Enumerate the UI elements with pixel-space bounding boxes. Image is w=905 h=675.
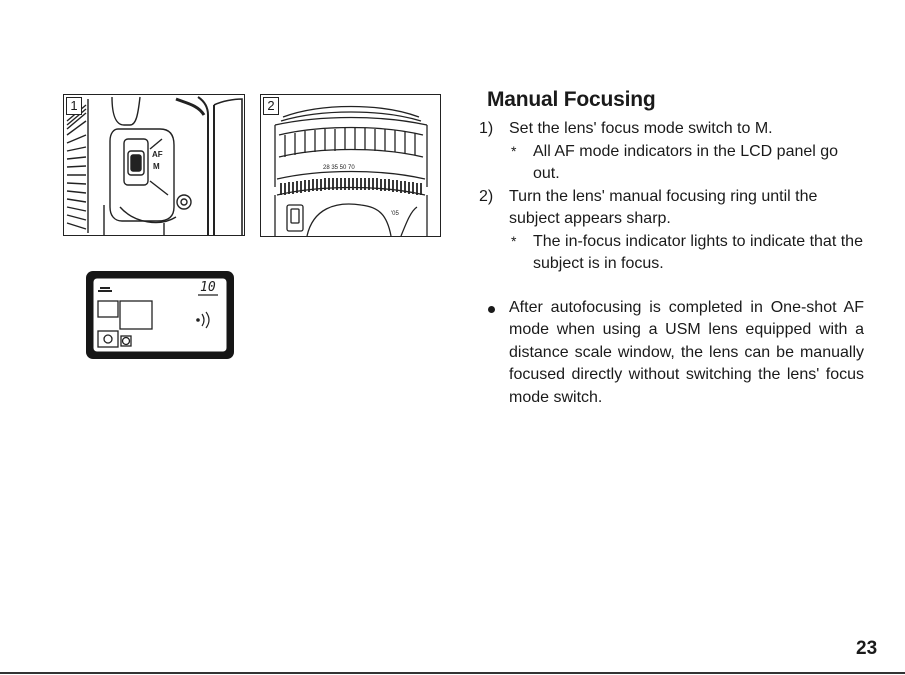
bullet-dot-icon bbox=[488, 306, 495, 313]
figure-2-lens bbox=[260, 94, 441, 237]
text-column bbox=[479, 88, 864, 409]
note-2-asterisk: * bbox=[511, 232, 517, 249]
lcd-counter: 10 bbox=[200, 280, 216, 295]
switch-af-label-icon: AF bbox=[152, 150, 163, 159]
focal-length-scale-icon: 28 35 50 70 bbox=[323, 165, 355, 171]
grip-stripes-icon bbox=[67, 99, 88, 233]
lens-switch-illustration bbox=[64, 95, 244, 235]
step-2 bbox=[479, 186, 864, 231]
focus-ring-ribs-icon bbox=[279, 128, 423, 158]
lens-mark-icon: '05 bbox=[391, 211, 399, 217]
step-1-text: Set the lens' focus mode switch to M. bbox=[509, 120, 773, 137]
note-1-text: All AF mode indicators in the LCD panel go out. bbox=[533, 142, 839, 182]
bottom-rule bbox=[0, 672, 905, 674]
grip-ribs-icon bbox=[281, 178, 421, 195]
step-2-number: 2) bbox=[479, 187, 494, 205]
figure-1-label: 1 bbox=[66, 97, 82, 115]
bullet-note bbox=[479, 297, 864, 410]
step-2-text: Turn the lens' manual focusing ring until the subject appears sharp. bbox=[509, 187, 818, 227]
note-2 bbox=[479, 231, 864, 276]
step-1-number: 1) bbox=[479, 120, 494, 137]
page-number: 23 bbox=[856, 638, 878, 659]
note-1-asterisk: * bbox=[511, 142, 517, 159]
section-title: Manual Focusing bbox=[487, 88, 656, 111]
lcd-panel-display bbox=[86, 271, 234, 359]
lens-illustration bbox=[261, 95, 440, 236]
note-1 bbox=[479, 141, 864, 186]
figure-1-lens-switch bbox=[63, 94, 245, 236]
step-1 bbox=[479, 118, 864, 141]
note-2-text: The in-focus indicator lights to indicate that the subject is in focus. bbox=[533, 232, 863, 272]
switch-m-label-icon: M bbox=[153, 162, 160, 171]
figure-2-label: 2 bbox=[263, 97, 279, 115]
lcd-panel bbox=[86, 271, 234, 359]
bullet-note-text: After autofocusing is completed in One-shot AF mode when using a USM lens equipped with a distance scale window, the lens can be manually focused directly without switching the lens' focus mode switch. bbox=[509, 298, 864, 406]
